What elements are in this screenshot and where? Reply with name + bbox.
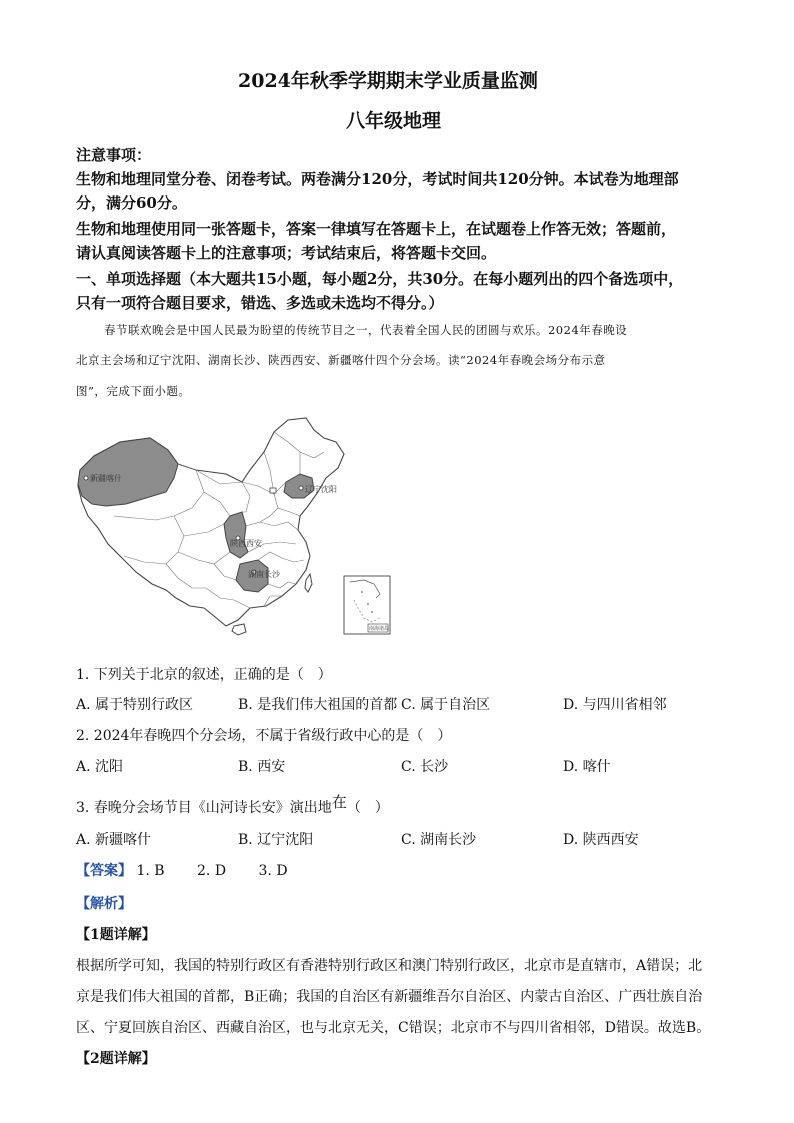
question-2-option-d: D. 喀什: [563, 759, 611, 775]
notes-line-3: 生物和地理使用同一张答题卡，答案一律填写在答题卡上，在试题卷上作答无效；答题前，: [76, 220, 677, 238]
china-map-figure: [74, 412, 414, 642]
page-subtitle: 八年级地理: [346, 110, 442, 132]
question-2-option-a: A. 沈阳: [76, 759, 124, 775]
question-3-stem-c: （ ）: [346, 800, 389, 816]
label-xian: 陕西西安: [230, 539, 262, 548]
analysis-q1-line-1: 根据所学可知，我国的特别行政区有香港特别行政区和澳门特别行政区，北京市是直辖市，A错误；北: [76, 958, 703, 974]
question-1-option-d: D. 与四川省相邻: [563, 697, 667, 713]
answer-2: 2. D: [197, 863, 227, 879]
venue-map: [74, 412, 414, 642]
analysis-label: 【解析】: [76, 896, 132, 912]
label-kashgar: 新疆喀什: [90, 474, 122, 483]
label-inset: 南海诸岛: [369, 626, 390, 632]
passage-line-1: 春节联欢晚会是中国人民最为盼望的传统节目之一，代表着全国人民的团圆与欢乐。2024年春晚设: [104, 323, 628, 337]
question-3-option-c: C. 湖南长沙: [401, 832, 477, 848]
passage-line-2: 北京主会场和辽宁沈阳、湖南长沙、陕西西安、新疆喀什四个分会场。读“2024年春晚会场分布示意: [76, 353, 606, 367]
question-2-stem: 2. 2024年春晚四个分会场，不属于省级行政中心的是（ ）: [76, 728, 452, 744]
answer-line: [76, 860, 288, 880]
question-1-option-a: A. 属于特别行政区: [76, 697, 194, 713]
taiwan-island: [305, 574, 312, 592]
question-3-stem-a: 3. 春晚分会场节目《山河诗长安》演出地: [76, 800, 332, 816]
passage-line-3: 图”，完成下面小题。: [76, 384, 191, 398]
shenyang-point: [299, 486, 303, 490]
question-2-option-b: B. 西安: [238, 759, 286, 775]
answer-3: 3. D: [258, 863, 288, 879]
answer-label: 【答案】: [76, 863, 132, 879]
analysis-q1-label: 【1题详解】: [76, 927, 156, 943]
label-changsha: 湖南长沙: [248, 570, 280, 579]
analysis-q2-label: 【2题详解】: [76, 1051, 156, 1067]
section-heading-1: 一、单项选择题（本大题共15小题，每小题2分，共30分。在每小题列出的四个备选项中，: [76, 270, 684, 288]
kashgar-point: [84, 476, 88, 480]
question-3-option-d: D. 陕西西安: [563, 832, 639, 848]
question-1-stem: 1. 下列关于北京的叙述，正确的是（ ）: [76, 667, 332, 683]
beijing-marker: [270, 488, 276, 493]
question-3-option-a: A. 新疆喀什: [76, 832, 152, 848]
hainan-island: [232, 624, 246, 635]
analysis-q1-line-3: 区、宁夏回族自治区、西藏自治区，也与北京无关，C错误；北京市不与四川省相邻，D错误。故选B。: [76, 1020, 711, 1036]
page-title: 2024年秋季学期期末学业质量监测: [238, 70, 538, 92]
notes-line-4: 请认真阅读答题卡上的注意事项；考试结束后，将答题卡交回。: [76, 244, 497, 262]
question-3-stem: [76, 793, 389, 817]
south-china-sea-inset: [344, 576, 390, 634]
notes-line-1: 生物和地理同堂分卷、闭卷考试。两卷满分120分，考试时间共120分钟。本试卷为地理部: [76, 170, 679, 188]
question-1-option-b: B. 是我们伟大祖国的首都: [238, 697, 398, 713]
question-3-option-b: B. 辽宁沈阳: [238, 832, 314, 848]
section-heading-2: 只有一项符合题目要求，错选、多选或未选均不得分。）: [76, 294, 444, 312]
question-2-option-c: C. 长沙: [401, 759, 449, 775]
label-shenyang: 辽宁沈阳: [305, 485, 337, 494]
analysis-q1-line-2: 京是我们伟大祖国的首都，B正确；我国的自治区有新疆维吾尔自治区、内蒙古自治区、广西壮族自治: [76, 989, 703, 1005]
notes-line-2: 分，满分60分。: [76, 194, 187, 212]
answer-1: 1. B: [136, 863, 165, 879]
notes-heading: 注意事项：: [76, 146, 152, 164]
question-1-option-c: C. 属于自治区: [401, 697, 491, 713]
question-3-stem-b: 在: [331, 793, 347, 811]
